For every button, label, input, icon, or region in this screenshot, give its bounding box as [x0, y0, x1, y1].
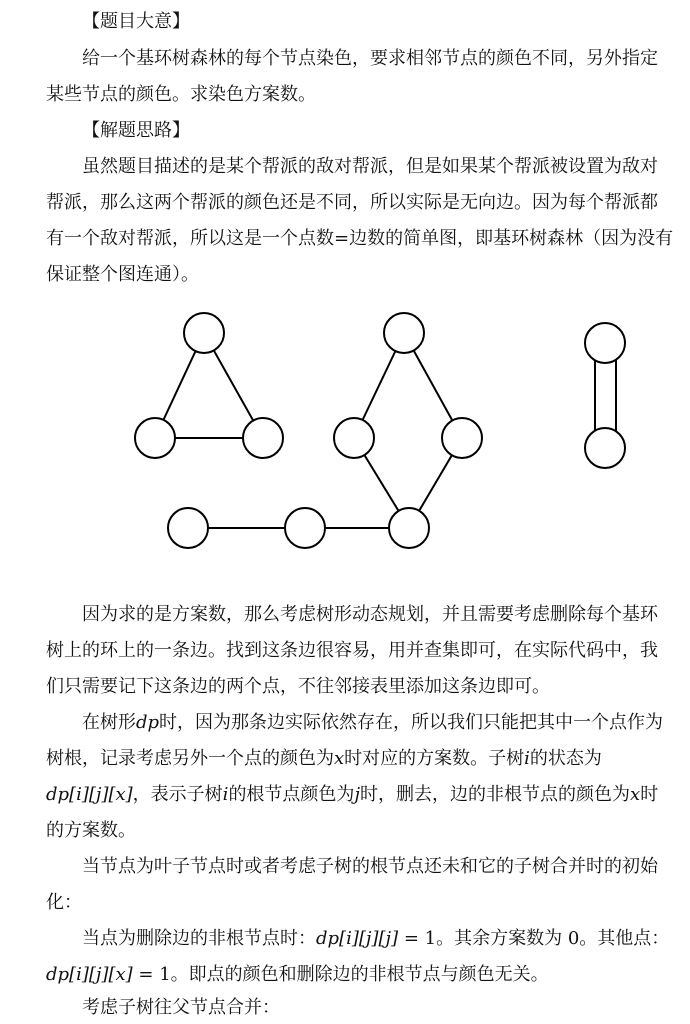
solution-line-1: 虽然题目描述的是某个帮派的敌对帮派，但是如果某个帮派被设置为敌对: [82, 156, 658, 177]
problem-heading: 【题目大意】: [82, 11, 190, 32]
init-line-4: [46, 963, 549, 987]
text-run: 时: [640, 784, 659, 805]
dp-line-1: 因为求的是方案数，那么考虑树形动态规划，并且需要考虑删除每个基环: [82, 604, 658, 625]
math-dp: dp: [136, 712, 160, 733]
text-run: 时，删去，边的非根节点的颜色为: [360, 784, 631, 805]
graph-node: [243, 418, 283, 458]
graph-node: [389, 508, 429, 548]
solution-heading: 【解题思路】: [82, 120, 190, 141]
init-line-3: [82, 927, 669, 951]
math-equals-one: = 1: [132, 964, 171, 985]
dp-line-3: 们只需要记下这条边的两个点，不往邻接表里添加这条边即可。: [46, 676, 550, 697]
triangle-component: [135, 313, 283, 458]
graph-node: [184, 313, 224, 353]
problem-line-2: 某些节点的颜色。求染色方案数。: [46, 84, 316, 105]
graph-node: [585, 323, 625, 363]
math-j: j: [354, 784, 361, 805]
graph-node: [442, 418, 482, 458]
math-equals-one: = 1: [398, 928, 437, 949]
init-line-2: 化：: [46, 892, 82, 913]
state-line-2: [46, 747, 602, 771]
init-line-1: 当节点为叶子节点时或者考虑子树的根节点还未和它的子树合并时的初始: [82, 856, 658, 877]
math-x: x: [630, 784, 641, 805]
graph-node: [585, 428, 625, 468]
graph-node: [135, 418, 175, 458]
state-line-4: 的方案数。: [46, 820, 136, 841]
math-i: i: [524, 748, 530, 769]
solution-line-2: 帮派，那么这两个帮派的颜色还是不同，所以实际是无向边。因为每个帮派都: [46, 192, 658, 213]
graph-node: [285, 508, 325, 548]
text-run: 。其余方案数为 0。其他点：: [436, 928, 670, 949]
math-dp-ijj: dp[i][j][j]: [316, 928, 399, 949]
double-edge-component: [585, 323, 625, 468]
graph-node: [168, 508, 208, 548]
math-dp-ijx: dp[i][j][x]: [46, 964, 133, 985]
text-run: 时对应的方案数。子树: [344, 748, 525, 769]
state-line-1: [82, 711, 663, 735]
math-i: i: [222, 784, 229, 805]
text-run: ，表示子树: [132, 784, 223, 805]
math-x: x: [334, 748, 345, 769]
solution-line-3: 有一个敌对帮派，所以这是一个点数=边数的简单图，即基环树森林（因为没有: [46, 228, 674, 249]
state-line-3: [46, 783, 658, 807]
text-run: 的状态为: [529, 748, 602, 769]
text-run: 。即点的颜色和删除边的非根节点与颜色无关。: [170, 964, 549, 985]
math-dp-ijx: dp[i][j][x]: [46, 784, 133, 805]
graph-node: [334, 418, 374, 458]
text-run: 当点为删除边的非根节点时：: [82, 928, 316, 949]
text-run: 时，因为那条边实际依然存在，所以我们只能把其中一个点作为: [159, 712, 664, 733]
graph-node: [384, 313, 424, 353]
graph-figure: [0, 300, 690, 570]
text-run: 树根，记录考虑另外一个点的颜色为: [46, 748, 334, 769]
text-run: 的根节点颜色为: [228, 784, 355, 805]
merge-line: 考虑子树往父节点合并：: [82, 997, 280, 1018]
problem-line-1: 给一个基环树森林的每个节点染色，要求相邻节点的颜色不同，另外指定: [82, 48, 658, 69]
text-run: 在树形: [82, 712, 136, 733]
dp-line-2: 树上的环上的一条边。找到这条边很容易，用并查集即可，在实际代码中，我: [46, 640, 658, 661]
solution-line-4: 保证整个图连通）。: [46, 264, 199, 285]
